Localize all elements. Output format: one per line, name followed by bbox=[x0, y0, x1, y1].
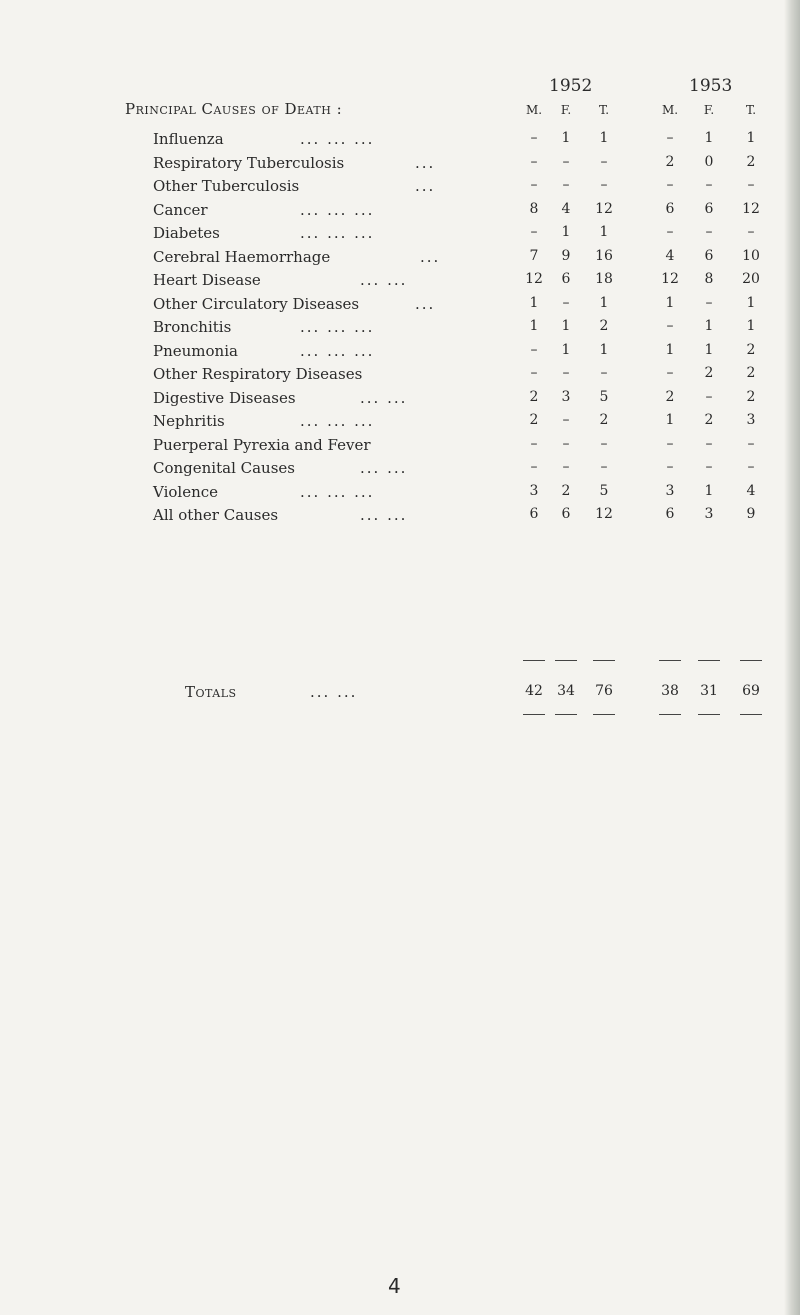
table-cell: 1 bbox=[704, 318, 714, 334]
table-cell: – bbox=[666, 318, 674, 334]
table-cell: 1 bbox=[561, 341, 571, 358]
table-row bbox=[0, 389, 800, 413]
table-cell: 1 bbox=[561, 224, 571, 240]
table-row bbox=[0, 459, 800, 483]
table-cell: 5 bbox=[599, 482, 609, 499]
table-cell: 12 bbox=[742, 200, 760, 217]
table-cell: 2 bbox=[704, 412, 714, 428]
total-rule-line bbox=[555, 660, 577, 661]
cause-label: Cerebral Haemorrhage bbox=[153, 247, 331, 266]
cause-label: Influenza bbox=[153, 130, 224, 148]
table-cell: 5 bbox=[599, 388, 609, 405]
table-cell: 3 bbox=[665, 482, 675, 499]
cause-label: Cancer bbox=[153, 200, 208, 219]
table-cell: – bbox=[747, 177, 755, 193]
table-cell: 10 bbox=[742, 247, 760, 264]
table-cell: 2 bbox=[561, 482, 571, 499]
table-cell: – bbox=[600, 365, 608, 381]
table-row bbox=[0, 412, 800, 436]
col-1953-total: T. bbox=[745, 103, 757, 117]
year-1952-heading: 1952 bbox=[549, 76, 593, 96]
total-rule-line bbox=[740, 714, 762, 715]
table-cell: 20 bbox=[742, 271, 760, 287]
col-1952-total: T. bbox=[598, 103, 610, 117]
table-cell: – bbox=[530, 435, 538, 452]
table-cell: 2 bbox=[746, 153, 756, 170]
cause-label: All other Causes bbox=[153, 506, 279, 524]
totals-value: 31 bbox=[700, 683, 718, 699]
total-rule-line bbox=[740, 660, 762, 661]
table-cell: – bbox=[562, 177, 570, 193]
table-cell: – bbox=[562, 435, 570, 452]
table-row bbox=[0, 365, 800, 389]
cause-label: Diabetes bbox=[153, 224, 220, 242]
cause-label: Puerperal Pyrexia and Fever bbox=[153, 435, 371, 454]
col-1953-female: F. bbox=[703, 103, 715, 117]
table-cell: – bbox=[562, 459, 570, 475]
table-cell: 1 bbox=[529, 294, 539, 311]
table-cell: 2 bbox=[529, 412, 539, 428]
col-1953-male: M. bbox=[661, 103, 679, 117]
table-row bbox=[0, 224, 800, 248]
total-rule-line bbox=[523, 714, 545, 715]
leader-dots: ... bbox=[415, 153, 436, 172]
table-cell: 6 bbox=[704, 247, 714, 264]
table-cell: 2 bbox=[665, 153, 675, 170]
table-cell: 1 bbox=[529, 318, 539, 334]
table-cell: 2 bbox=[704, 365, 714, 381]
total-rule-line bbox=[659, 714, 681, 715]
total-rule-line bbox=[698, 714, 720, 715]
table-cell: 1 bbox=[746, 294, 756, 311]
table-cell: – bbox=[666, 177, 674, 193]
table-cell: – bbox=[600, 435, 608, 452]
table-cell: 2 bbox=[599, 412, 609, 428]
cause-label: Digestive Diseases bbox=[153, 388, 296, 407]
table-header bbox=[0, 100, 800, 122]
totals-value: 38 bbox=[661, 683, 679, 699]
total-rule-line bbox=[523, 660, 545, 661]
leader-dots: ... ... ... bbox=[300, 318, 375, 336]
table-cell: 1 bbox=[561, 130, 571, 146]
table-cell: 12 bbox=[661, 271, 679, 287]
totals-label: Totals bbox=[185, 683, 237, 701]
leader-dots: ... bbox=[420, 247, 441, 266]
cause-label: Other Respiratory Diseases bbox=[153, 365, 363, 383]
table-cell: 1 bbox=[599, 341, 609, 358]
table-cell: – bbox=[705, 224, 713, 240]
table-cell: – bbox=[705, 177, 713, 193]
cause-label: Nephritis bbox=[153, 412, 225, 430]
col-1952-female: F. bbox=[560, 103, 572, 117]
page-number: 4 bbox=[388, 1274, 401, 1298]
table-row bbox=[0, 506, 800, 530]
cause-label: Pneumonia bbox=[153, 341, 238, 360]
table-cell: – bbox=[530, 177, 538, 193]
table-row bbox=[0, 154, 800, 178]
table-cell: – bbox=[530, 224, 538, 240]
table-cell: 3 bbox=[704, 506, 714, 522]
leader-dots: ... ... bbox=[360, 388, 408, 407]
table-cell: – bbox=[530, 365, 538, 381]
leader-dots: ... ... ... bbox=[300, 412, 375, 430]
table-row bbox=[0, 342, 800, 366]
leader-dots: ... ... ... bbox=[300, 341, 375, 360]
cause-label: Violence bbox=[153, 482, 219, 501]
table-cell: 6 bbox=[529, 506, 539, 522]
table-cell: 9 bbox=[561, 247, 571, 264]
table-row bbox=[0, 483, 800, 507]
totals-leader-dots: ... ... bbox=[310, 683, 358, 701]
table-cell: 4 bbox=[561, 200, 571, 217]
totals-value: 76 bbox=[595, 683, 613, 699]
table-cell: – bbox=[562, 365, 570, 381]
table-cell: 18 bbox=[595, 271, 613, 287]
table-cell: – bbox=[705, 459, 713, 475]
totals-value: 34 bbox=[557, 683, 575, 699]
table-cell: – bbox=[666, 435, 674, 452]
table-cell: – bbox=[530, 153, 538, 170]
total-rule-line bbox=[593, 660, 615, 661]
table-cell: – bbox=[530, 341, 538, 358]
table-cell: 0 bbox=[704, 153, 714, 170]
table-cell: – bbox=[530, 459, 538, 475]
table-cell: 16 bbox=[595, 247, 613, 264]
year-1953-heading: 1953 bbox=[689, 76, 733, 96]
table-cell: 1 bbox=[599, 294, 609, 311]
table-cell: 1 bbox=[561, 318, 571, 334]
table-cell: – bbox=[747, 459, 755, 475]
cause-label: Heart Disease bbox=[153, 271, 261, 289]
table-cell: 1 bbox=[599, 130, 609, 146]
table-cell: 1 bbox=[665, 412, 675, 428]
cause-label: Respiratory Tuberculosis bbox=[153, 153, 345, 172]
table-cell: 2 bbox=[665, 388, 675, 405]
leader-dots: ... bbox=[415, 177, 436, 195]
table-cell: 3 bbox=[529, 482, 539, 499]
cause-label: Bronchitis bbox=[153, 318, 232, 336]
table-cell: 6 bbox=[665, 506, 675, 522]
table-cell: – bbox=[666, 130, 674, 146]
table-cell: 6 bbox=[704, 200, 714, 217]
table-cell: – bbox=[666, 365, 674, 381]
leader-dots: ... ... ... bbox=[300, 200, 375, 219]
table-cell: 7 bbox=[529, 247, 539, 264]
table-cell: 12 bbox=[595, 200, 613, 217]
table-row bbox=[0, 436, 800, 460]
table-cell: 12 bbox=[525, 271, 543, 287]
leader-dots: ... bbox=[415, 294, 436, 313]
table-cell: 2 bbox=[746, 365, 756, 381]
table-cell: 2 bbox=[746, 341, 756, 358]
table-row bbox=[0, 177, 800, 201]
cause-label: Other Tuberculosis bbox=[153, 177, 300, 195]
table-cell: 2 bbox=[529, 388, 539, 405]
table-title: Principal Causes of Death : bbox=[125, 100, 343, 118]
leader-dots: ... ... bbox=[360, 271, 408, 289]
table-cell: 1 bbox=[746, 318, 756, 334]
table-cell: 1 bbox=[665, 341, 675, 358]
total-rule-line bbox=[555, 714, 577, 715]
table-cell: – bbox=[530, 130, 538, 146]
table-cell: 4 bbox=[665, 247, 675, 264]
totals-row bbox=[0, 683, 800, 707]
cause-label: Other Circulatory Diseases bbox=[153, 294, 360, 313]
table-cell: 4 bbox=[746, 482, 756, 499]
table-cell: 9 bbox=[746, 506, 756, 522]
table-cell: 12 bbox=[595, 506, 613, 522]
table-cell: 8 bbox=[529, 200, 539, 217]
table-cell: – bbox=[562, 294, 570, 311]
total-rule-line bbox=[593, 714, 615, 715]
table-cell: 1 bbox=[704, 341, 714, 358]
table-cell: 3 bbox=[561, 388, 571, 405]
table-row bbox=[0, 318, 800, 342]
leader-dots: ... ... bbox=[360, 459, 408, 477]
leader-dots: ... ... ... bbox=[300, 482, 375, 501]
table-cell: – bbox=[747, 435, 755, 452]
total-rule-line bbox=[659, 660, 681, 661]
table-cell: – bbox=[600, 153, 608, 170]
table-cell: – bbox=[747, 224, 755, 240]
table-cell: 1 bbox=[704, 482, 714, 499]
leader-dots: ... ... bbox=[360, 506, 408, 524]
table-cell: – bbox=[705, 294, 713, 311]
table-cell: 1 bbox=[746, 130, 756, 146]
table-cell: 2 bbox=[599, 318, 609, 334]
table-row bbox=[0, 271, 800, 295]
table-row bbox=[0, 248, 800, 272]
table-cell: 1 bbox=[665, 294, 675, 311]
table-cell: – bbox=[600, 459, 608, 475]
table-cell: – bbox=[562, 412, 570, 428]
table-row bbox=[0, 295, 800, 319]
table-cell: 8 bbox=[704, 271, 714, 287]
table-cell: 6 bbox=[561, 506, 571, 522]
col-1952-male: M. bbox=[525, 103, 543, 117]
table-cell: – bbox=[562, 153, 570, 170]
table-cell: – bbox=[666, 459, 674, 475]
leader-dots: ... ... ... bbox=[300, 224, 375, 242]
leader-dots: ... ... ... bbox=[300, 130, 375, 148]
table-cell: 1 bbox=[704, 130, 714, 146]
table-cell: – bbox=[705, 388, 713, 405]
table-cell: – bbox=[600, 177, 608, 193]
total-rule-line bbox=[698, 660, 720, 661]
table-cell: 6 bbox=[665, 200, 675, 217]
table-cell: 6 bbox=[561, 271, 571, 287]
table-row bbox=[0, 201, 800, 225]
table-row bbox=[0, 130, 800, 154]
table-cell: 2 bbox=[746, 388, 756, 405]
totals-value: 42 bbox=[525, 683, 543, 699]
cause-label: Congenital Causes bbox=[153, 459, 295, 477]
table-cell: – bbox=[666, 224, 674, 240]
table-cell: 3 bbox=[746, 412, 756, 428]
totals-value: 69 bbox=[742, 683, 760, 699]
table-cell: – bbox=[705, 435, 713, 452]
table-cell: 1 bbox=[599, 224, 609, 240]
